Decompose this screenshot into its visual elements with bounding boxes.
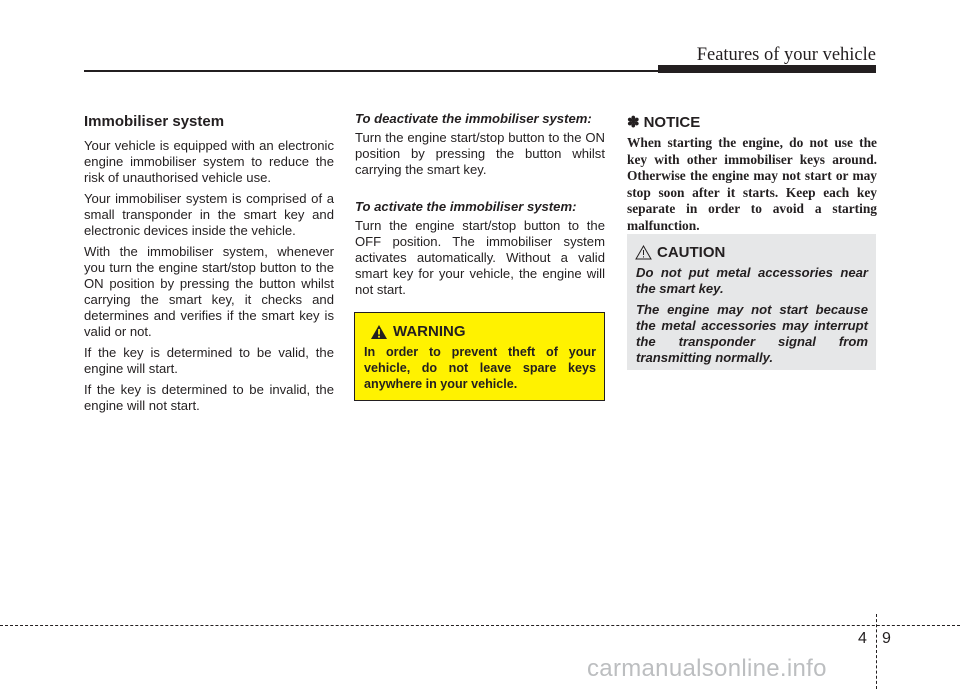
column-notice (627, 108, 877, 234)
header-rule (84, 70, 662, 72)
caution-text: Do not put metal accessories near the smart key. (636, 265, 868, 296)
footer-divider (876, 614, 877, 689)
footer-rule (0, 625, 960, 626)
header-rule-accent (658, 65, 876, 73)
paragraph: With the immobiliser system, whenever you turn the engine start/stop button to the ON position by pressing the button whilst carrying the smart key, it checks and determines and verifies if the smart key is valid or not. (84, 244, 334, 339)
warning-box (354, 312, 605, 401)
paragraph: Your vehicle is equipped with an electronic engine immobiliser system to reduce the risk of unauthorised vehicle use. (84, 138, 334, 185)
page-header-title: Features of your vehicle (696, 45, 876, 65)
deactivate-heading: To deactivate the immobiliser system: (355, 111, 592, 126)
activate-heading: To activate the immobiliser system: (355, 199, 577, 214)
caution-text: The engine may not start because the metal accessories may interrupt the transponder signal from transmitting normally. (636, 302, 868, 365)
notice-text: When starting the engine, do not use the key with other immobiliser keys around. Otherwise the engine may not start or may stop soon after it starts. Keep each key separate in order to avoid a starting malfunction. (627, 135, 877, 233)
column-activation (355, 108, 605, 303)
activate-text: Turn the engine start/stop button to the OFF position. The immobiliser system activates automatically. Without a valid smart key for your vehicle, the engine will not start. (355, 218, 605, 297)
notice-heading (627, 113, 877, 131)
notice-star-icon: ✽ (627, 114, 640, 131)
paragraph: Your immobiliser system is comprised of a small transponder in the smart key and electronic devices inside the vehicle. (84, 191, 334, 238)
paragraph: If the key is determined to be invalid, the engine will not start. (84, 382, 334, 413)
warning-triangle-icon (371, 325, 387, 339)
column-immobiliser (84, 108, 334, 419)
warning-text: In order to prevent theft of your vehicle, do not leave spare keys anywhere in your vehicle. (364, 345, 596, 391)
caution-box (627, 234, 876, 370)
notice-title: NOTICE (643, 113, 701, 131)
paragraph: If the key is determined to be valid, the engine will start. (84, 345, 334, 376)
section-heading-immobiliser: Immobiliser system (84, 113, 225, 130)
watermark: carmanualsonline.info (587, 655, 827, 682)
chapter-number: 4 (858, 630, 867, 647)
caution-triangle-icon (635, 245, 652, 260)
deactivate-text: Turn the engine start/stop button to the ON position by pressing the button whilst carrying the smart key. (355, 130, 605, 177)
page-number: 9 (882, 630, 891, 647)
caution-title: CAUTION (657, 244, 726, 261)
warning-title: WARNING (393, 323, 466, 340)
